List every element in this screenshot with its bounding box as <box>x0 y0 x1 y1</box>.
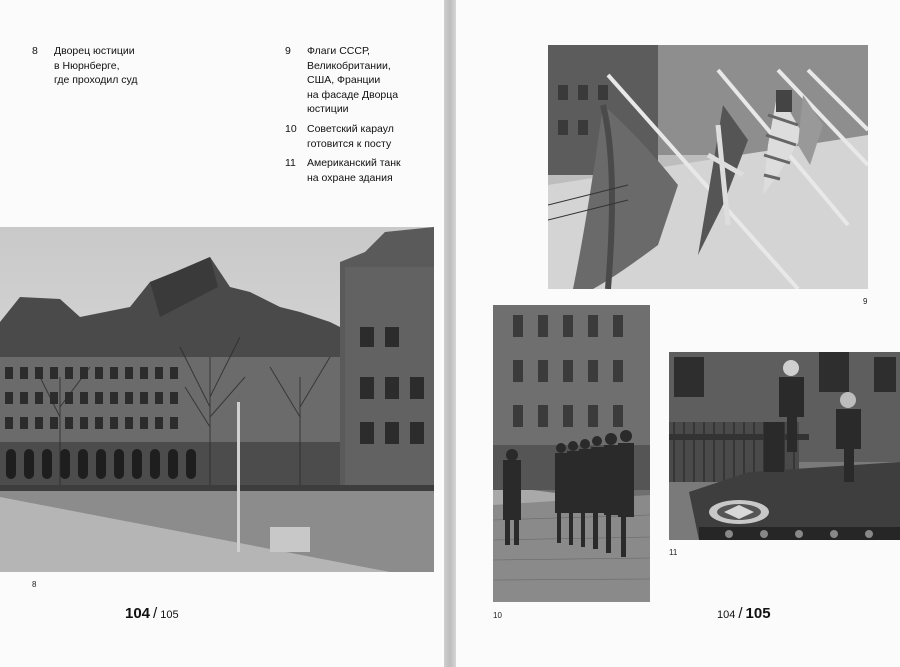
folio-other: 105 <box>160 609 179 621</box>
caption-number: 8 <box>32 45 38 57</box>
page-folio-right <box>717 605 771 622</box>
folio-other: 104 <box>717 609 736 621</box>
caption-11 <box>285 156 440 188</box>
caption-text: Советский караул готовится к посту <box>307 123 394 150</box>
folio-current: 105 <box>745 605 771 622</box>
flags-photo <box>548 45 868 289</box>
figure-number-9: 9 <box>863 297 868 306</box>
folio-separator: / <box>153 605 158 622</box>
caption-text: Флаги СССР, Великобритании, США, Франции на фасаде Дворца юстиции <box>307 45 399 115</box>
left-page <box>0 0 444 667</box>
caption-text: Американский танк на охране здания <box>307 157 401 184</box>
caption-8 <box>32 44 232 94</box>
right-page <box>456 0 900 667</box>
figure-number-8: 8 <box>32 580 37 589</box>
american-tank-photo <box>669 352 900 540</box>
figure-number-10: 10 <box>493 611 502 620</box>
caption-number: 11 <box>285 157 296 169</box>
caption-9 <box>285 44 440 119</box>
folio-separator: / <box>738 605 743 622</box>
caption-number: 10 <box>285 123 297 135</box>
caption-text: Дворец юстиции в Нюрнберге, где проходил суд <box>54 45 138 86</box>
book-gutter <box>444 0 456 667</box>
folio-current: 104 <box>125 605 151 622</box>
page-folio-left <box>125 605 179 622</box>
figure-number-11: 11 <box>669 548 678 557</box>
soviet-guard-photo <box>493 305 650 602</box>
caption-number: 9 <box>285 45 291 57</box>
palace-of-justice-photo <box>0 227 434 572</box>
caption-10 <box>285 122 440 154</box>
